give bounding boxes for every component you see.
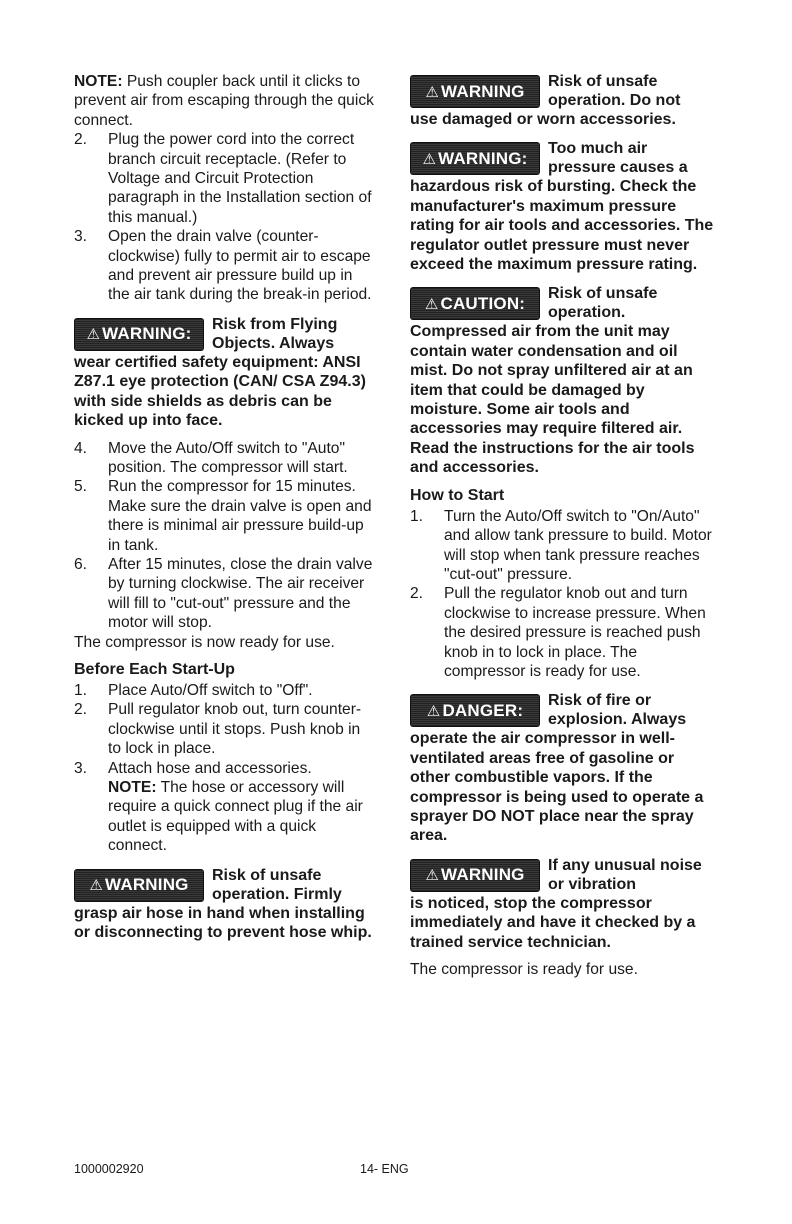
item-text <box>108 759 374 856</box>
item-text: Run the compressor for 15 minutes. Make sure the drain valve is open and there is minimal air pressure build-up in tank. <box>108 478 372 554</box>
callout-body: hazardous risk of bursting. Check the manufacturer's maximum pressure rating for air tools and accessories. The regulator outlet pressure must never exceed the maximum pressure rating. <box>410 178 714 274</box>
item-number: 4. <box>74 439 88 457</box>
list-item <box>74 130 374 227</box>
danger-badge <box>410 694 540 727</box>
note-paragraph <box>74 72 374 130</box>
note-label: NOTE: <box>108 779 157 796</box>
caution-badge <box>410 287 540 320</box>
warning-badge <box>74 869 204 902</box>
list-item <box>410 507 715 585</box>
ready-text: The compressor is now ready for use. <box>74 633 335 651</box>
callout-body: Compressed air from the unit may contain water condensation and oil mist. Do not spray unfiltered air at an item that could be damaged by moisture. Some air tools and accessories may require filtered air. Read the instructions for the air tools and accessories. <box>410 323 695 477</box>
note-text: Push coupler back until it clicks to prevent air from escaping through the quick connect. <box>74 73 374 129</box>
item-text: Place Auto/Off switch to "Off". <box>108 681 313 699</box>
how-to-start-list <box>410 507 715 682</box>
list-item <box>74 439 374 478</box>
danger-callout-fire <box>410 691 715 845</box>
callout-lead: Risk of unsafe operation. Firmly <box>212 866 342 903</box>
list-item <box>410 584 715 681</box>
warning-callout-hose-whip <box>74 866 374 943</box>
item-text: Pull the regulator knob out and turn clockwise to increase pressure. When the desired pressure is reached push knob in to lock in place. The compressor is ready for use. <box>444 585 706 680</box>
right-column <box>410 72 715 979</box>
page-number: 14- ENG <box>360 1162 409 1176</box>
warning-callout-accessories <box>410 72 715 129</box>
callout-lead: Risk from Flying Objects. Always <box>212 315 338 352</box>
list-item <box>74 681 374 700</box>
item-number: 1. <box>74 681 88 699</box>
warning-triangle-icon: ⚠ <box>424 295 439 313</box>
item-number: 5. <box>74 478 88 496</box>
badge-label: WARNING <box>105 875 189 895</box>
caution-callout-condensation <box>410 284 715 477</box>
callout-lead: Risk of unsafe operation. <box>548 285 658 322</box>
callout-lead: Too much air pressure causes a <box>548 140 688 177</box>
warning-callout-flying-objects <box>74 315 374 431</box>
badge-label: WARNING: <box>438 148 528 168</box>
item-text: Pull regulator knob out, turn counter-clockwise until it stops. Push knob in to lock in place. <box>108 701 362 758</box>
item-number: 3. <box>74 759 88 777</box>
list-item <box>74 477 374 555</box>
item-text: Plug the power cord into the correct branch circuit receptacle. (Refer to Voltage and Circuit Protection paragraph in the Installation section of this manual.) <box>108 131 372 226</box>
warning-badge <box>74 318 204 351</box>
warning-triangle-icon: ⚠ <box>426 702 441 720</box>
warning-triangle-icon: ⚠ <box>425 83 440 101</box>
note-text: The hose or accessory will require a quick connect plug if the air outlet is equipped with a quick connect. <box>108 779 363 855</box>
how-to-start-heading: How to Start <box>410 486 505 504</box>
list-item <box>74 700 374 758</box>
item-number: 6. <box>74 555 88 573</box>
callout-lead: If any unusual noise or vibration <box>548 856 702 893</box>
steps-list-c <box>74 681 374 856</box>
warning-triangle-icon: ⚠ <box>425 867 440 885</box>
final-ready-text: The compressor is ready for use. <box>410 961 638 978</box>
item-text: Open the drain valve (counter-clockwise) fully to permit air to escape and prevent air pressure build up in the air tank during the break-in period. <box>108 228 372 304</box>
badge-label: WARNING <box>441 81 525 101</box>
callout-body: use damaged or worn accessories. <box>410 111 676 128</box>
left-column <box>74 72 374 950</box>
warning-badge <box>410 75 540 108</box>
callout-lead: Risk of unsafe operation. Do not <box>548 73 681 109</box>
item-text-main: Attach hose and accessories. <box>108 759 312 777</box>
item-number: 2. <box>74 701 88 719</box>
warning-badge <box>410 859 540 892</box>
steps-list-b <box>74 439 374 633</box>
badge-label: WARNING: <box>102 324 192 344</box>
document-number: 1000002920 <box>74 1162 144 1176</box>
item-number: 2. <box>410 585 424 603</box>
list-item <box>74 555 374 633</box>
callout-body: wear certified safety equipment: ANSI Z87.1 eye protection (CAN/ CSA Z94.3) with side shields as debris can be kicked up into face. <box>74 353 366 430</box>
callout-body: is noticed, stop the compressor immediately and have it checked by a trained service technician. <box>410 894 696 951</box>
callout-body: operate the air compressor in well-ventilated areas free of gasoline or other combustible vapors. If the compressor is being used to operate a sprayer DO NOT place near the spray area. <box>410 730 704 845</box>
item-text: After 15 minutes, close the drain valve by turning clockwise. The air receiver will fill to "cut-out" pressure and the motor will stop. <box>108 555 373 632</box>
item-number: 3. <box>74 228 88 246</box>
warning-triangle-icon: ⚠ <box>89 877 104 895</box>
warning-badge <box>410 142 540 175</box>
warning-callout-noise <box>410 856 715 952</box>
badge-label: DANGER: <box>442 700 524 720</box>
badge-label: WARNING <box>441 865 525 885</box>
badge-label: CAUTION: <box>440 293 526 313</box>
before-start-heading: Before Each Start-Up <box>74 660 235 678</box>
item-number: 1. <box>410 507 424 525</box>
callout-body: grasp air hose in hand when installing or disconnecting to prevent hose whip. <box>74 904 372 942</box>
note-label: NOTE: <box>74 73 123 90</box>
warning-triangle-icon: ⚠ <box>422 150 437 168</box>
warning-callout-bursting <box>410 139 715 274</box>
warning-triangle-icon: ⚠ <box>86 326 101 344</box>
callout-lead: Risk of fire or explosion. Always <box>548 692 687 729</box>
item-number: 2. <box>74 131 88 149</box>
steps-list-a <box>74 130 374 305</box>
list-item <box>74 759 374 856</box>
list-item <box>74 227 374 305</box>
item-text: Move the Auto/Off switch to "Auto" position. The compressor will start. <box>108 439 348 476</box>
item-text: Turn the Auto/Off switch to "On/Auto" and allow tank pressure to build. Motor will stop when tank pressure reaches "cut-out" pressure. <box>444 507 712 583</box>
